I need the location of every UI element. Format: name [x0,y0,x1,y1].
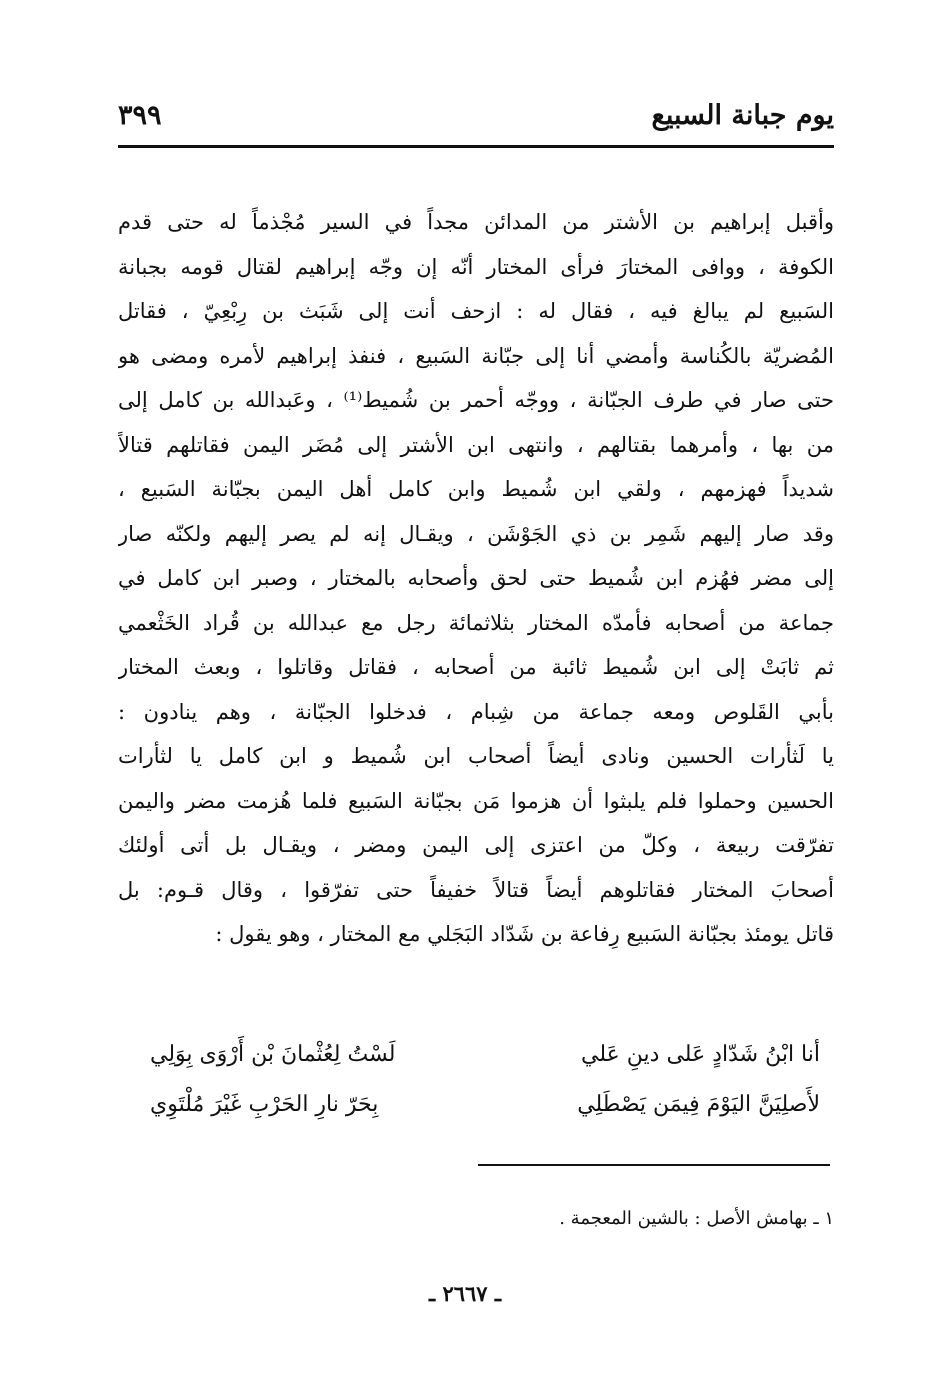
running-title: يوم جبانة السبيع [651,100,834,131]
text-line: بأبي القَلوص ومعه جماعة من شِبام ، فدخلوا الجبّانة ، وهم ينادون : [118,699,834,724]
text-line: إلى مضر فهُزم ابن شُميط حتى لحق وأصحابه بالمختار ، وصبر ابن كامل في [118,566,834,590]
header-divider [118,145,834,148]
text-line: المُضريّة بالكُناسة وأمضي أنا إلى جبّانة السَبيع ، فنفذ إبراهيم لأمره ومضى هو [118,343,834,368]
page-header [118,92,834,140]
text-line: أصحابَ المختار فقاتلوهم أيضاً قتالاً خفيفاً حتى تفرّقوا ، وقال قـوم: بل [118,877,834,902]
verse-second-hemistich: بِحَرّ نارِ الحَرْبِ غَيْرَ مُلْتَوِي [150,1092,379,1117]
poem-verse [150,1082,820,1128]
text-line: ثم ثابَتْ إلى ابن شُميط ثائبة من أصحابه ، فقاتل وقاتلوا ، وبعث المختار [118,655,834,679]
text-line: شديداً فهزمهم ، ولقي ابن شُميط وابن كامل أهل اليمن بجبّانة السَبيع ، [118,477,834,501]
poem-verse [150,1032,820,1078]
text-line: يا لَثأرات الحسين ونادى أيضاً أصحاب ابن شُميط و ابن كامل يا لثأرات [118,744,834,768]
folio-number: ـ ٢٦٦٧ ـ [428,1281,502,1306]
verse-second-hemistich: لَسْتُ لِعُثْمانَ بْن أَرْوَى بِوَلِي [150,1042,396,1067]
text-line: قاتل يومئذ بجبّانة السَبيع رِفاعة بن شَدّاد البَجَلي مع المختار ، وهو يقول : [215,922,834,946]
text-line: تفرّقت ربيعة ، وكلّ من اعتزى إلى اليمن ومضر ، ويقـال بل أتى أولئك [118,833,834,857]
text-line: الحسين وحملوا فلم يلبثوا أن هزموا مَن بجبّانة السَبيع فلما هُزمت مضر واليمن [118,788,834,813]
text-line: وأقبل إبراهيم بن الأشتر من المدائن مجداً في السير مُجْذماً له حتى قدم [118,210,834,234]
text-line: وقد صار إليهم شَمِر بن ذي الجَوْشَن ، ويقـال إنه لم يصر إليهم ولكنّه صار [118,521,834,546]
footnote: ١ ـ بهامش الأصل : بالشين المعجمة . [559,1208,834,1229]
text-line: حتى صار في طرف الجبّانة ، ووجّه أحمر بن شُميط⁽¹⁾ ، وعَبدالله بن كامل إلى [118,388,834,412]
text-line: السَبيع لم يبالغ فيه ، فقال له : ازحف أنت إلى شَبَث بن رِبْعِيّ ، فقاتل [118,299,834,323]
text-line: من بها ، وأمرهما بقتالهم ، وانتهى ابن الأشتر إلى مُضَر اليمن فقاتلهم قتالاً [118,432,834,457]
main-text [118,200,834,957]
page-number: ٣٩٩ [118,100,162,131]
verse-first-hemistich: أنا ابْنُ شَدّادٍ عَلى دينِ عَلي [581,1042,820,1067]
footnote-divider [478,1164,830,1166]
text-line: الكوفة ، ووافى المختارَ فرأى المختار أنّه إن وجّه إبراهيم لقتال قومه بجبانة [118,254,834,279]
text-line: جماعة من أصحابه فأمدّه المختار بثلاثمائة رجل مع عبدالله بن قُراد الخَثْعمي [118,610,834,635]
verse-first-hemistich: لأَصلِيَنَّ اليَوْمَ فِيمَن يَصْطَلِي [577,1092,820,1117]
